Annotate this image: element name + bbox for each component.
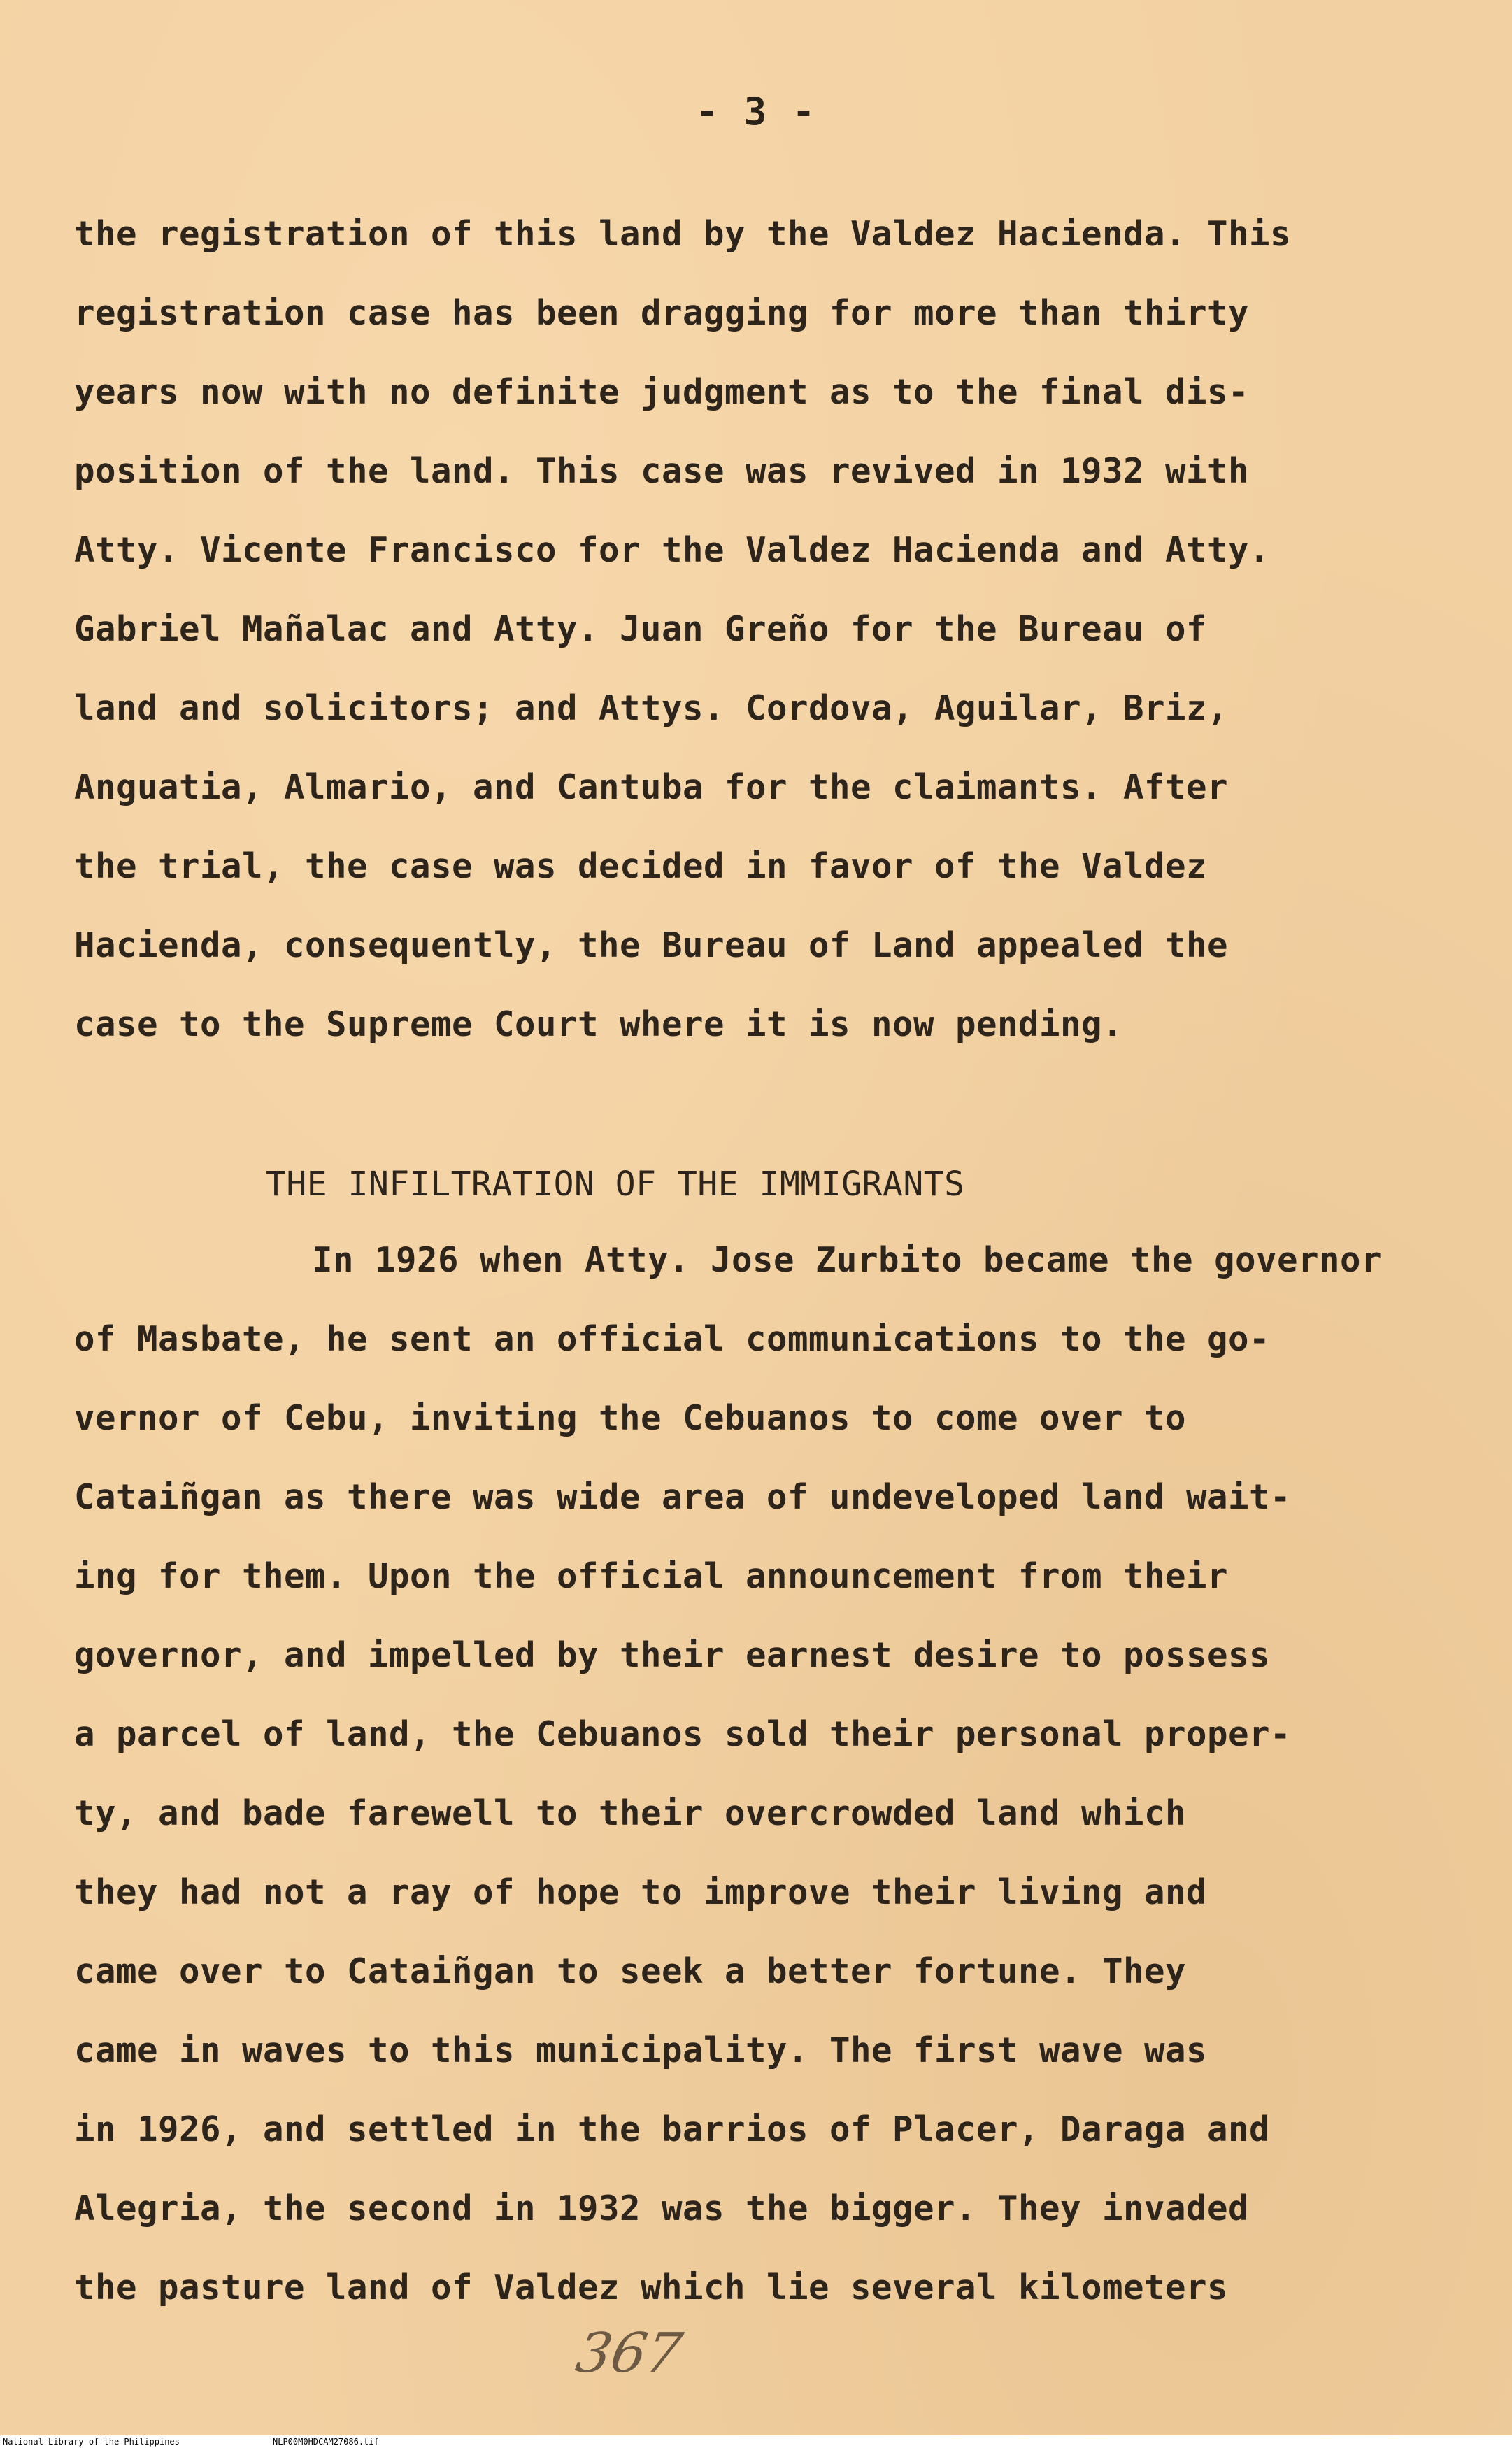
text-line: case to the Supreme Court where it is now pending. xyxy=(74,1004,1124,1044)
text-line: ty, and bade farewell to their overcrowded land which xyxy=(74,1793,1187,1833)
scan-footer-library: National Library of the Philippines xyxy=(3,2437,180,2447)
text-line: the trial, the case was decided in favor of the Valdez xyxy=(74,846,1208,886)
text-line: came in waves to this municipality. The first wave was xyxy=(74,2030,1208,2070)
text-line: Anguatia, Almario, and Cantuba for the claimants. After xyxy=(74,767,1229,807)
text-line: Atty. Vicente Francisco for the Valdez Hacienda and Atty. xyxy=(74,530,1271,570)
text-line: in 1926, and settled in the barrios of Placer, Daraga and xyxy=(74,2109,1271,2149)
text-line: registration case has been dragging for more than thirty xyxy=(74,293,1250,333)
text-line: land and solicitors; and Attys. Cordova, Aguilar, Briz, xyxy=(74,688,1229,728)
text-line: governor, and impelled by their earnest desire to possess xyxy=(74,1635,1271,1675)
page-number: - 3 - xyxy=(695,90,817,134)
scan-footer-bar xyxy=(0,2435,1512,2448)
handwritten-sheet-number: 367 xyxy=(571,2322,687,2385)
text-line: In 1926 when Atty. Jose Zurbito became the governor xyxy=(312,1240,1383,1280)
text-line: vernor of Cebu, inviting the Cebuanos to come over to xyxy=(74,1398,1187,1438)
text-line: of Masbate, he sent an official communications to the go- xyxy=(74,1319,1271,1359)
text-line: they had not a ray of hope to improve their living and xyxy=(74,1872,1208,1912)
text-line: ing for them. Upon the official announcement from their xyxy=(74,1556,1229,1596)
text-line: Alegria, the second in 1932 was the bigger. They invaded xyxy=(74,2189,1250,2228)
text-line: the registration of this land by the Valdez Hacienda. This xyxy=(74,214,1292,254)
text-line: Hacienda, consequently, the Bureau of Land appealed the xyxy=(74,925,1229,965)
text-line: Cataiñgan as there was wide area of undeveloped land wait- xyxy=(74,1477,1292,1517)
text-line: a parcel of land, the Cebuanos sold their personal proper- xyxy=(74,1714,1292,1754)
text-line: Gabriel Mañalac and Atty. Juan Greño for the Bureau of xyxy=(74,609,1208,649)
scan-footer-filename: NLP00M0HDCAM27086.tif xyxy=(273,2437,379,2447)
text-line: came over to Cataiñgan to seek a better fortune. They xyxy=(74,1951,1187,1991)
text-line: the pasture land of Valdez which lie several kilometers xyxy=(74,2268,1229,2307)
text-line: years now with no definite judgment as to the final dis- xyxy=(74,372,1250,412)
section-heading: THE INFILTRATION OF THE IMMIGRANTS xyxy=(266,1165,965,1204)
text-line: position of the land. This case was revived in 1932 with xyxy=(74,451,1250,491)
